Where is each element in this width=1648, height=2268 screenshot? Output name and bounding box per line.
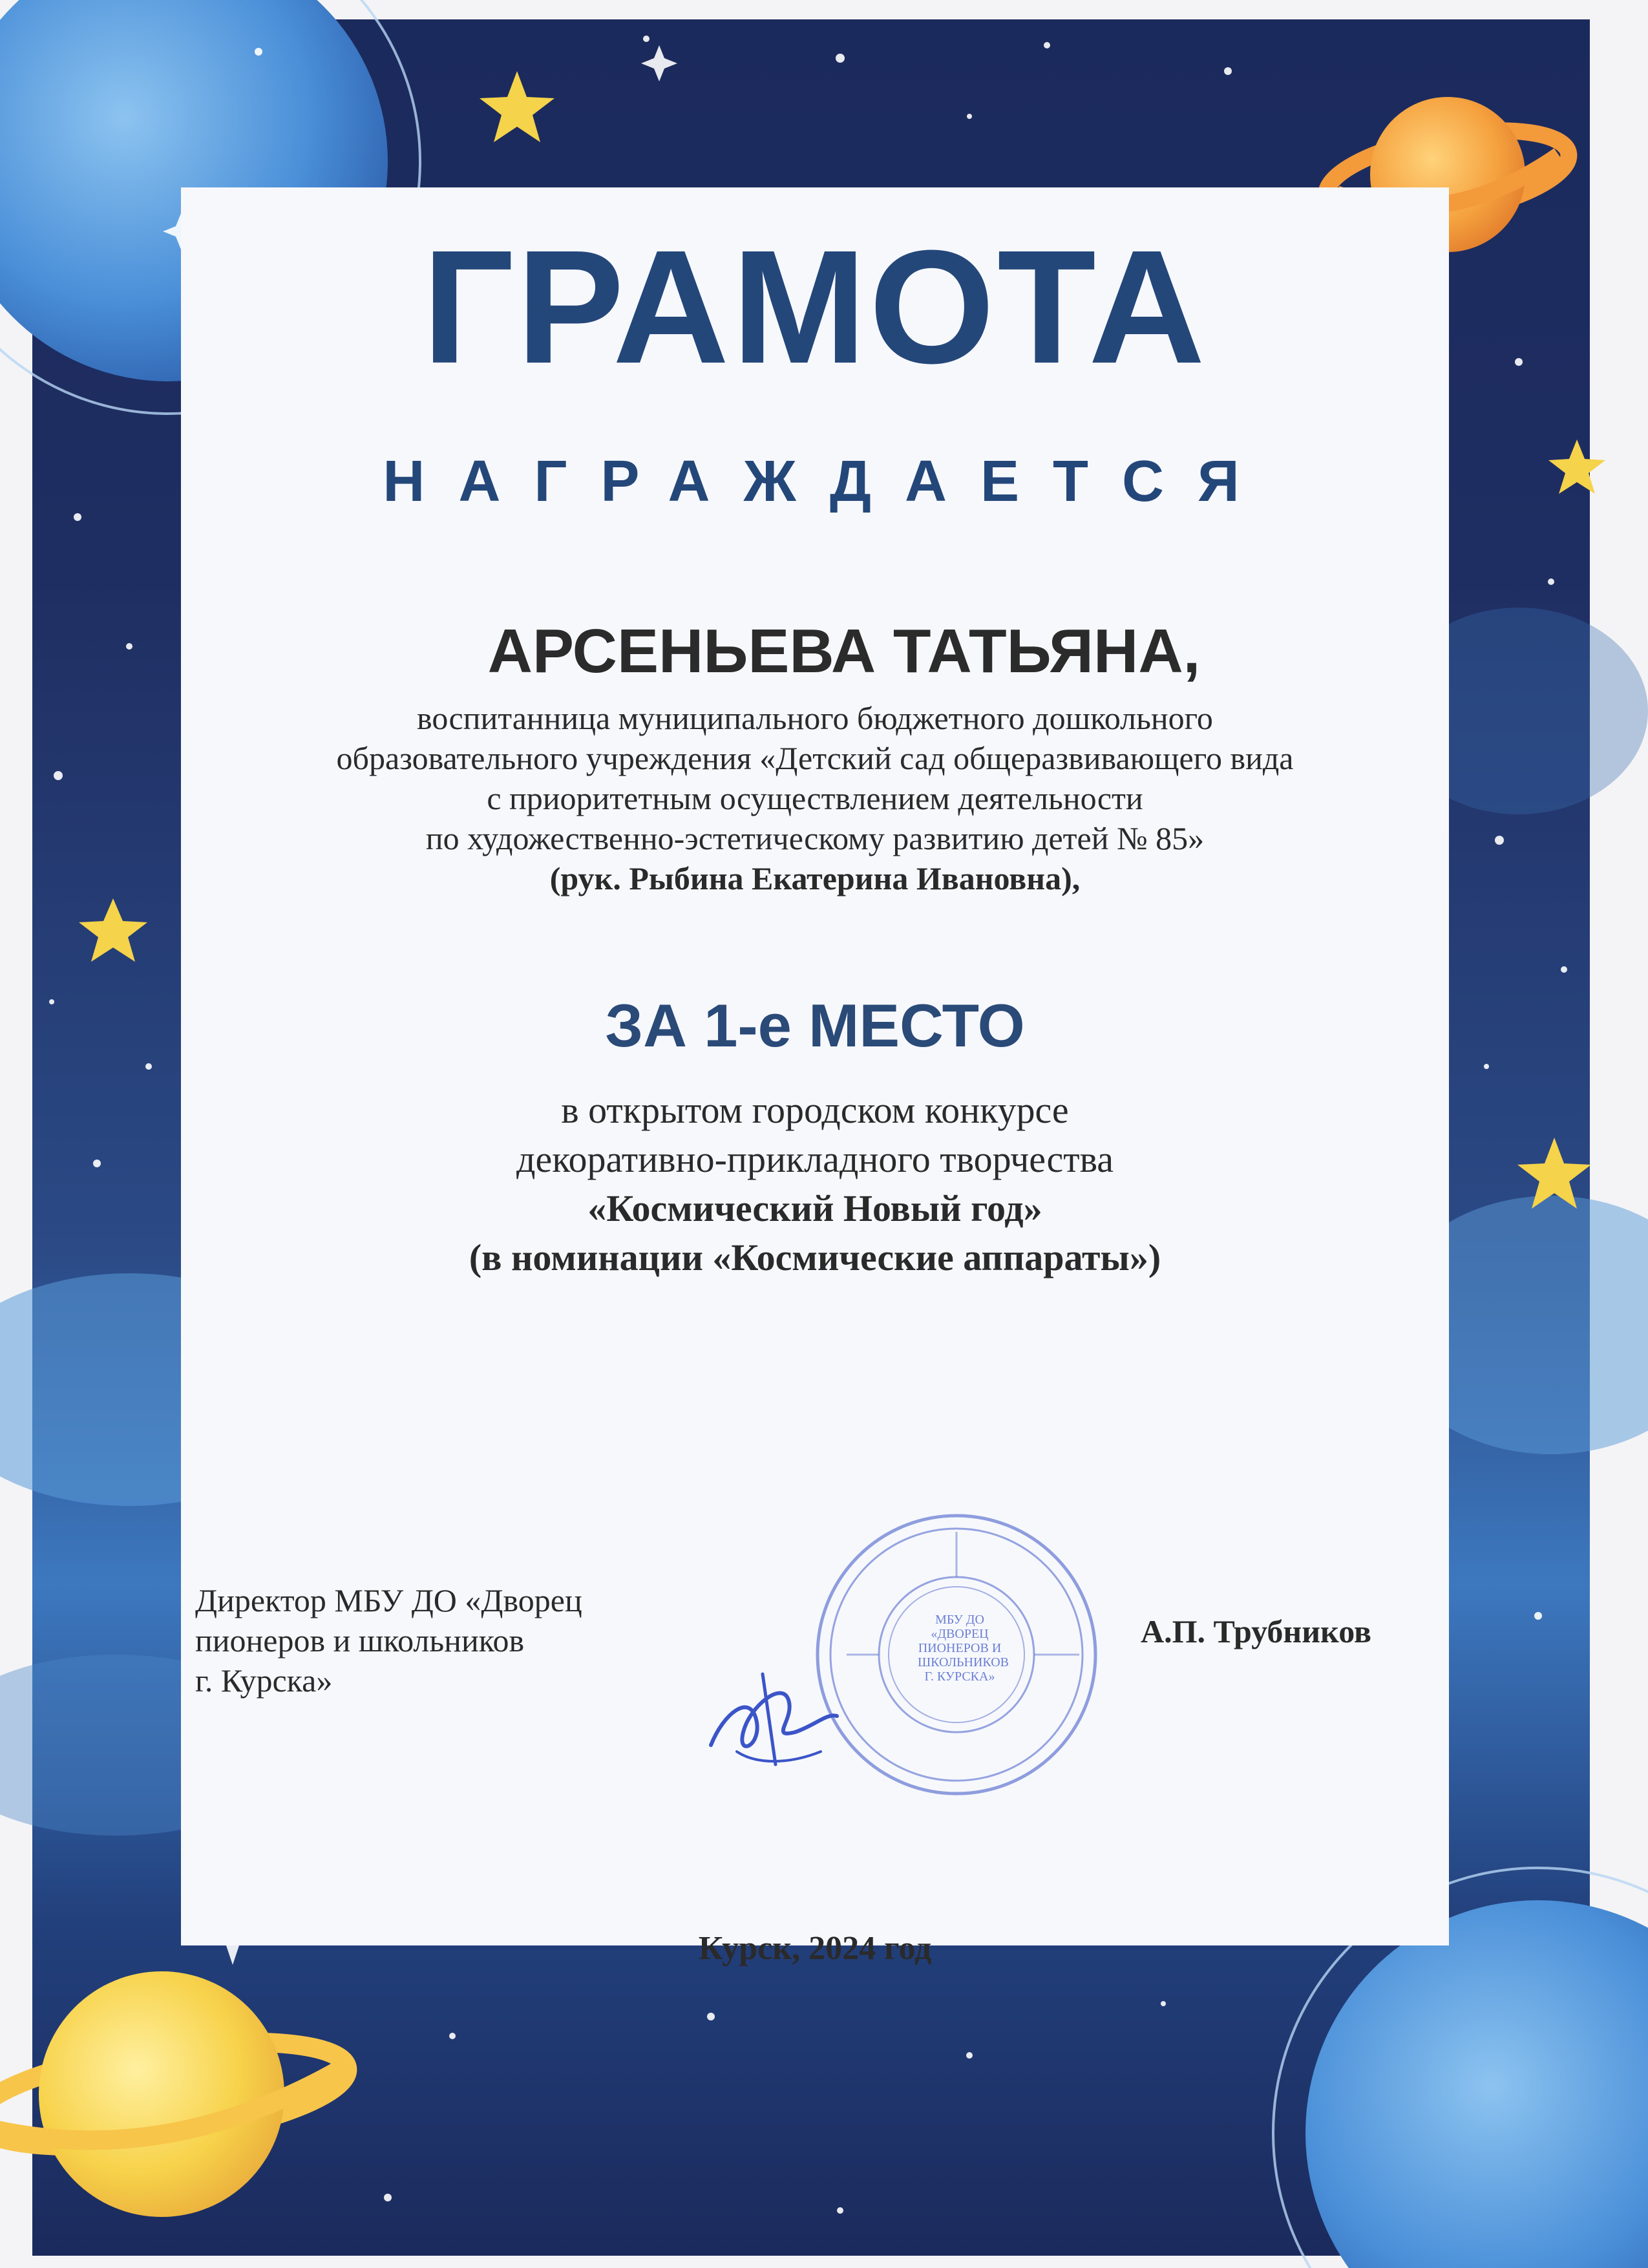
awarded-heading: НАГРАЖДАЕТСЯ [383, 449, 1273, 514]
handwritten-signature [698, 1655, 847, 1777]
director-line: г. Курска» [195, 1662, 333, 1699]
recipient-description [181, 698, 1449, 898]
supervisor-line: (рук. Рыбина Екатерина Ивановна), [549, 860, 1081, 896]
seal-line: ШКОЛЬНИКОВ [918, 1655, 1009, 1669]
contest-line-2: декоративно-прикладного творчества [516, 1138, 1114, 1180]
seal-line: Г. КУРСКА» [924, 1669, 995, 1684]
director-title [195, 1580, 686, 1701]
signer-name: А.П. Трубников [1141, 1613, 1371, 1649]
planet-yellow-bottom-left [39, 1971, 284, 2217]
director-line: пионеров и школьников [195, 1622, 525, 1659]
contest-line-1: в открытом городском конкурсе [561, 1089, 1069, 1131]
contest-name: «Космический Новый год» [587, 1187, 1042, 1229]
city-year: Курск, 2024 год [698, 1930, 932, 1967]
nomination: (в номинации «Космические аппараты») [469, 1236, 1161, 1278]
description-line: воспитанница муниципального бюджетного дошкольного [417, 700, 1213, 736]
description-line: с приоритетным осуществлением деятельности [487, 780, 1143, 816]
director-line: Директор МБУ ДО «Дворец [195, 1582, 582, 1618]
description-line: по художественно-эстетическому развитию детей № 85» [425, 820, 1205, 856]
award-place: ЗА 1-е МЕСТО [605, 991, 1025, 1059]
contest-description [181, 1086, 1449, 1282]
seal-line: «ДВОРЕЦ [931, 1627, 989, 1641]
seal-center-text [918, 1613, 1009, 1684]
recipient-name: АРСЕНЬЕВА ТАТЬЯНА, [487, 617, 1201, 686]
certificate-title: ГРАМОТА [422, 217, 1208, 397]
seal-line: ПИОНЕРОВ И [918, 1641, 1002, 1655]
description-line: образовательного учреждения «Детский сад общеразвивающего вида [336, 740, 1294, 776]
seal-line: МБУ ДО [935, 1613, 984, 1627]
